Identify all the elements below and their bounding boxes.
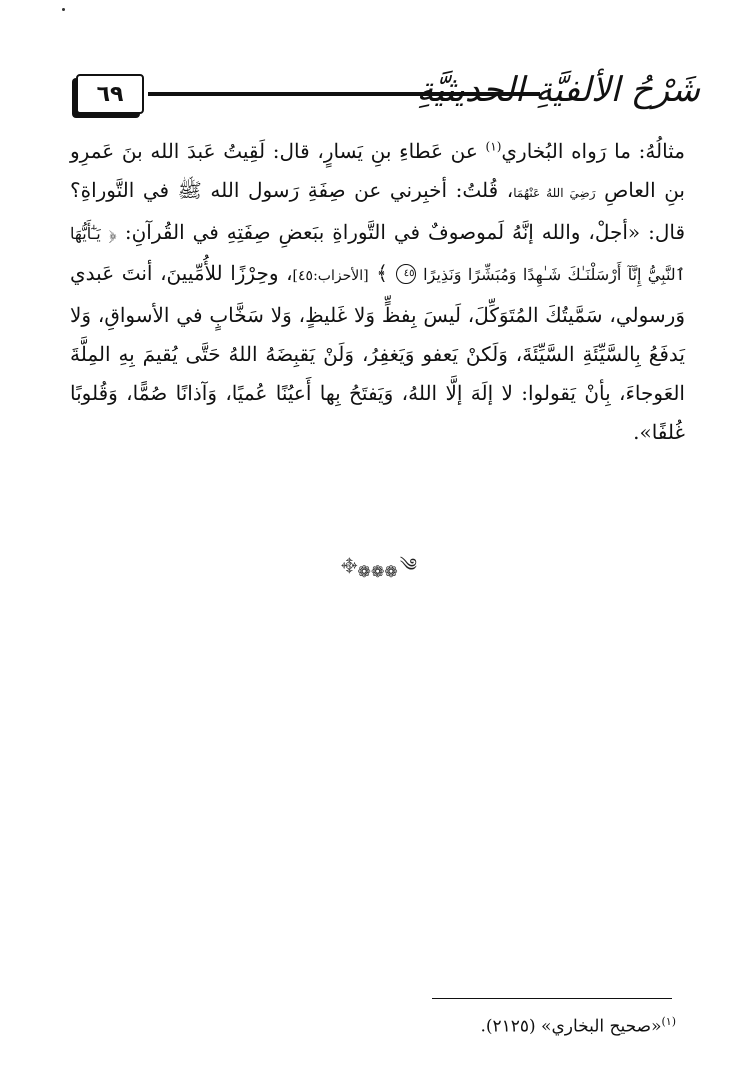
text-segment: ، وحِرْزًا للأُمِّيينَ، أنتَ عَبدي وَرسولي، سَمَّيتُكَ المُتَوَكِّلَ، لَيسَ بِفظٍّ وَلا غَليظٍ، وَلا سَخَّابٍ في الأسواقِ، وَلا يَدفَعُ بِالسَّيِّئَةِ السَّيِّئَةَ، وَلَكنْ يَعفو وَيَغفِرُ، وَلَنْ يَقبِضَهُ اللهُ حَتَّى يُقيمَ بِهِ المِلَّةَ العَوجاءَ، بِأنْ يَقولوا: لا إلَهَ إلَّا اللهُ، وَيَفتَحُ بِها أَعيُنًا عُميًا، وَآذانًا صُمًّا، وَقُلوبًا غُلفًا».	[70, 260, 685, 445]
footnote-text: «صحيح البخاري» (٢١٢٥).	[480, 1016, 662, 1037]
verse-number-circle: ٤٥	[396, 264, 416, 284]
section-ornament	[318, 555, 438, 581]
text-segment: ، قُلتُ: أخبِرني عن صِفَةِ رَسول الله	[201, 178, 514, 203]
quran-open-bracket: ﴿	[108, 220, 117, 245]
ornament-curl-icon: ༄	[399, 555, 415, 576]
ornament-curl-icon: ࿇	[341, 555, 356, 576]
page-number: ٦٩	[96, 81, 124, 107]
quran-verse: يَـٰٓأَيُّهَا ٱلنَّبِيُّ إِنَّآ أَرْسَلْنَـٰكَ شَـٰهِدًا وَمُبَشِّرًا وَنَذِيرًا	[70, 224, 686, 284]
text-segment: في التَّوراةِ؟ قال: «أجلْ، والله إنَّهُ لَموصوفٌ في التَّوراةِ ببَعضِ صِفَتِهِ في القُرآنِ:	[70, 178, 686, 245]
quran-close-bracket: ﴾	[376, 260, 388, 285]
honorific-symbol: رَضِيَ اللهُ عَنْهُمَا	[513, 186, 596, 201]
footnote-separator	[432, 998, 672, 999]
page-header	[70, 72, 700, 122]
book-title: شَرْحُ الألفيَّةِ الحديثيَّةِ	[416, 70, 700, 110]
scan-speck	[62, 8, 65, 11]
footnote	[400, 1008, 676, 1041]
text-segment: عن عَطاءِ بنِ يَسارٍ، قال: لَقِيتُ عَبدَ الله بنَ عَمرِو بنِ العاصِ	[70, 139, 686, 203]
salutation-symbol: ﷺ	[177, 178, 202, 203]
ornament-flower-icon: ❁❁❁	[357, 561, 398, 581]
footnote-marker: (١)	[485, 139, 502, 154]
body-paragraph	[70, 132, 685, 453]
page-number-box	[76, 74, 144, 114]
text-segment: مثالُهُ: ما رَواه البُخاري	[501, 139, 685, 163]
quran-reference: [الأحزاب:٤٥]	[292, 267, 369, 284]
footnote-number: (١)	[661, 1015, 676, 1028]
